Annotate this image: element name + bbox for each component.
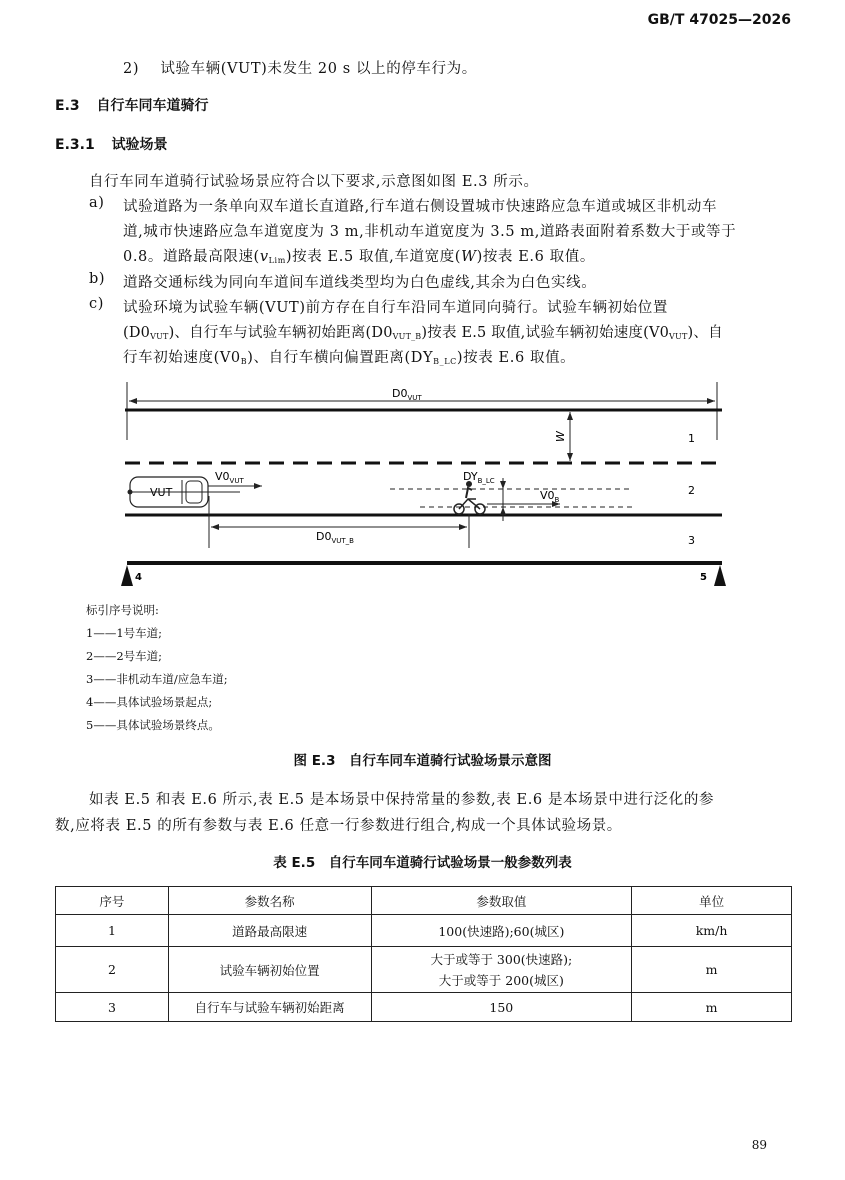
req-c-l3s2: B_LC bbox=[433, 357, 457, 366]
d0vut-label: $D0_{VUT}$ bbox=[392, 387, 422, 402]
legend-item: 4——具体试验场景起点; bbox=[86, 695, 213, 709]
table-header-cell: 序号 bbox=[56, 887, 169, 915]
req-a-line3 bbox=[123, 245, 595, 266]
table-header-cell: 参数名称 bbox=[168, 887, 371, 915]
params-table bbox=[55, 886, 792, 1022]
para-line2: 数,应将表 E.5 的所有参数与表 E.6 任意一行参数进行组合,构成一个具体试验场景。 bbox=[55, 818, 622, 834]
legend-item: 5——具体试验场景终点。 bbox=[86, 718, 220, 732]
end-label: 5 bbox=[700, 572, 707, 583]
req-c-l3s1: B bbox=[240, 357, 248, 366]
req-c-l2b: )、自行车与试验车辆初始距离(D0 bbox=[168, 325, 393, 341]
req-c-l3b: )、自行车横向偏置距离(DY bbox=[247, 350, 434, 366]
lane-3-label: 3 bbox=[688, 534, 695, 547]
table-cell-value-line2: 大于或等于 200(城区) bbox=[438, 972, 564, 988]
para-line1: 如表 E.5 和表 E.6 所示,表 E.5 是本场景中保持常量的参数,表 E.6 是本场景中进行泛化的参 bbox=[89, 792, 715, 808]
figure-caption: 图 E.3 自行车同车道骑行试验场景示意图 bbox=[293, 753, 552, 769]
start-label: 4 bbox=[135, 572, 142, 583]
table-cell-unit: m bbox=[632, 947, 792, 993]
standard-number: GB/T 47025—2026 bbox=[647, 12, 791, 28]
req-c-line3 bbox=[123, 346, 575, 367]
req-c-l2s1: VUT bbox=[150, 332, 169, 341]
section-e3-heading bbox=[55, 95, 209, 115]
req-a-line3a: 0.8。道路最高限速( bbox=[123, 249, 260, 265]
v0vut-arrow-head bbox=[254, 483, 262, 489]
table-cell-no: 1 bbox=[56, 915, 169, 947]
section-e31-num: E.3.1 bbox=[55, 137, 95, 153]
page-number: 89 bbox=[751, 1138, 767, 1152]
req-c-label: c) bbox=[89, 296, 104, 312]
section-e3-num: E.3 bbox=[55, 98, 80, 114]
table-row bbox=[56, 915, 792, 947]
table-cell-no: 2 bbox=[56, 947, 169, 993]
req-a-line3b: )按表 E.5 取值,车道宽度( bbox=[285, 249, 462, 265]
req-c-l2a: (D0 bbox=[123, 325, 151, 341]
table-title: 表 E.5 自行车同车道骑行试验场景一般参数列表 bbox=[273, 855, 572, 871]
req-a-line1: 试验道路为一条单向双车道长直道路,行车道右侧设置城市快速路应急车道或城区非机动车 bbox=[123, 199, 718, 215]
req-c-line1: 试验环境为试验车辆(VUT)前方存在自行车沿同车道同向骑行。试验车辆初始位置 bbox=[123, 300, 668, 316]
table-cell-value-line1: 大于或等于 300(快速路); bbox=[430, 951, 573, 967]
table-cell-name: 试验车辆初始位置 bbox=[168, 947, 371, 993]
v0b-label: $V0_B$ bbox=[540, 489, 560, 504]
d0vutb-arrow-right bbox=[459, 524, 467, 530]
req-c-l2s2: VUT_B bbox=[392, 332, 422, 341]
w-arrow-bottom bbox=[567, 453, 573, 461]
table-cell-unit: m bbox=[632, 993, 792, 1022]
table-cell-value: 100(快速路);60(城区) bbox=[371, 915, 632, 947]
w-arrow-top bbox=[567, 412, 573, 420]
req-c-l3c: )按表 E.6 取值。 bbox=[456, 350, 576, 366]
table-header-cell: 单位 bbox=[632, 887, 792, 915]
table-cell-name: 自行车与试验车辆初始距离 bbox=[168, 993, 371, 1022]
table-cell-name: 道路最高限速 bbox=[168, 915, 371, 947]
table-row bbox=[56, 993, 792, 1022]
dyblc-arrow-bottom bbox=[500, 507, 506, 515]
lane-1-label: 1 bbox=[688, 432, 695, 445]
legend-item: 3——非机动车道/应急车道; bbox=[86, 672, 228, 686]
legend-title: 标引序号说明: bbox=[86, 603, 159, 617]
table-row bbox=[56, 947, 792, 993]
dyblc-label: $DY_{B\_LC}$ bbox=[463, 470, 495, 485]
d0vut-arrow-right bbox=[707, 398, 715, 404]
table-header-cell: 参数取值 bbox=[371, 887, 632, 915]
w-label: W bbox=[554, 431, 567, 442]
v-symbol: v bbox=[259, 249, 269, 265]
vut-label: VUT bbox=[150, 486, 173, 499]
d0vutb-label: $D0_{VUT\_B}$ bbox=[316, 530, 354, 545]
item-2-text: 试验车辆(VUT)未发生 20 s 以上的停车行为。 bbox=[160, 61, 477, 77]
d0vut-arrow-left bbox=[129, 398, 137, 404]
scenario-diagram bbox=[0, 376, 845, 592]
req-c-l2s3: VUT bbox=[669, 332, 688, 341]
lane-2-label: 2 bbox=[688, 484, 695, 497]
req-c-l3a: 行车初始速度(V0 bbox=[123, 350, 241, 366]
v-sub: Lim bbox=[268, 256, 286, 265]
req-c-line2 bbox=[123, 321, 723, 342]
req-b-text: 道路交通标线为同向车道间车道线类型均为白色虚线,其余为白色实线。 bbox=[123, 275, 597, 291]
section-e31-heading bbox=[55, 134, 168, 154]
table-header-row bbox=[56, 887, 792, 915]
req-c-l2d: )、自 bbox=[687, 325, 723, 341]
end-marker bbox=[714, 565, 726, 586]
d0vutb-arrow-left bbox=[211, 524, 219, 530]
legend-item: 1——1号车道; bbox=[86, 626, 163, 640]
item-2-num: 2) bbox=[123, 61, 140, 77]
table-cell-unit: km/h bbox=[632, 915, 792, 947]
dyblc-arrow-top bbox=[500, 481, 506, 489]
bicycle bbox=[454, 481, 485, 514]
req-c-l2c: )按表 E.5 取值,试验车辆初始速度(V0 bbox=[421, 325, 670, 341]
req-a-line2: 道,城市快速路应急车道宽度为 3 m,非机动车道宽度为 3.5 m,道路表面附着系数大于或等于 bbox=[123, 224, 737, 240]
req-b-label: b) bbox=[89, 271, 106, 287]
req-a-label: a) bbox=[89, 195, 105, 211]
section-e3-title: 自行车同车道骑行 bbox=[96, 98, 209, 114]
intro-text: 自行车同车道骑行试验场景应符合以下要求,示意图如图 E.3 所示。 bbox=[89, 174, 539, 190]
table-cell-value: 150 bbox=[371, 993, 632, 1022]
w-symbol: W bbox=[461, 249, 477, 265]
table-cell-no: 3 bbox=[56, 993, 169, 1022]
section-e31-title: 试验场景 bbox=[111, 137, 168, 153]
legend-item: 2——2号车道; bbox=[86, 649, 163, 663]
start-marker bbox=[121, 565, 133, 586]
req-a-line3c: )按表 E.6 取值。 bbox=[476, 249, 595, 265]
v0vut-label: $V0_{VUT}$ bbox=[215, 470, 244, 485]
item-2 bbox=[123, 57, 477, 78]
table-cell-value bbox=[371, 947, 632, 993]
